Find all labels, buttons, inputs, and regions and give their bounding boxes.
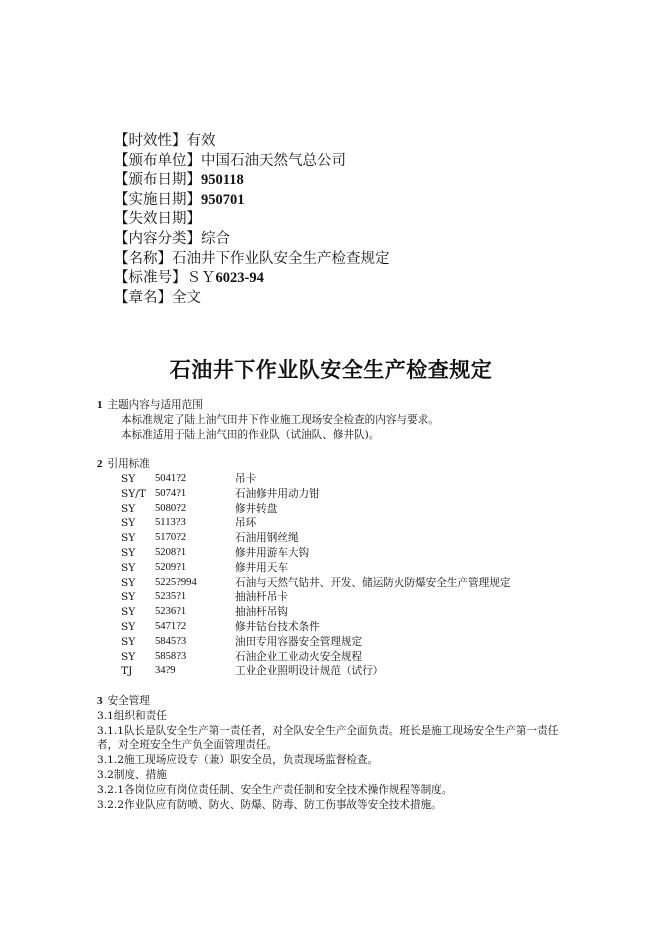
meta-key: 【实施日期】 [114, 191, 201, 208]
meta-key: 【章名】 [114, 289, 172, 306]
standard-item: SY 5113?3 吊环 [121, 517, 257, 530]
section-number: 2 [97, 458, 103, 471]
meta-standard-number [114, 269, 390, 289]
clause: 3.2.2作业队应有防喷、防火、防爆、防毒、防工伤事故等安全技术措施。 [97, 798, 442, 811]
meta-key: 【颁布单位】 [114, 152, 201, 169]
section-heading-text: 安全管理 [107, 694, 150, 707]
standard-item: SY 5236?1 抽油杆吊钩 [121, 606, 288, 619]
meta-value: 950701 [201, 191, 245, 208]
meta-key: 【标准号】 [114, 270, 187, 287]
clause: 3.1.2施工现场应设专（兼）职安全员，负责现场监督检查。 [97, 754, 379, 767]
standard-item: SY 5080?2 修井转盘 [121, 502, 278, 515]
meta-issue-date [114, 171, 390, 191]
standard-item: SY 5235?1 抽油杆吊卡 [121, 591, 288, 604]
document-metadata [114, 132, 390, 308]
meta-expiry-date [114, 210, 390, 230]
section-number: 1 [97, 399, 103, 411]
standard-item: SY/T 5074?1 石油修井用动力钳 [121, 487, 320, 500]
section-heading-text: 引用标准 [107, 458, 150, 471]
meta-value: 全文 [172, 289, 201, 306]
standard-item: SY 5170?2 石油用钢丝绳 [121, 532, 299, 545]
meta-name [114, 250, 390, 270]
clause: 3.2.1各岗位应有岗位责任制、安全生产责任制和安全技术操作规程等制度。 [97, 783, 453, 796]
section-number: 3 [97, 694, 103, 707]
section-heading [97, 694, 573, 709]
standard-item: SY 5471?2 修井钻台技术条件 [121, 620, 320, 633]
section-heading [97, 398, 573, 413]
clause: 3.2制度、措施 [97, 768, 167, 781]
standard-item: SY 5225?994 石油与天然气钻井、开发、储运防火防爆安全生产管理规定 [121, 576, 511, 589]
meta-key: 【内容分类】 [114, 230, 201, 247]
meta-effective-date [114, 191, 390, 211]
standard-item: SY 5041?2 吊卡 [121, 472, 257, 485]
meta-chapter [114, 289, 390, 309]
meta-value: 950118 [201, 172, 244, 189]
meta-key: 【颁布日期】 [114, 172, 201, 189]
standard-item: SY 5858?3 石油企业工业动火安全规程 [121, 650, 363, 663]
meta-issuer [114, 152, 390, 172]
standard-item: SY 5845?3 油田专用容器安全管理规定 [121, 635, 363, 648]
standard-item: TJ 34?9 工业企业照明设计规范（试行） [121, 665, 384, 678]
clause: 3.1.1队长是队安全生产第一责任者，对全队安全生产全面负责。班长是施工现场安全生产第一责任者，对全班安全生产负全面管理责任。 [97, 724, 559, 752]
meta-value: 石油井下作业队安全生产检查规定 [172, 250, 390, 267]
meta-value: 有效 [186, 133, 216, 149]
section-heading [97, 457, 573, 472]
document-title: 石油井下作业队安全生产检查规定 [169, 358, 493, 382]
standard-item: SY 5209?1 修井用天车 [121, 561, 288, 574]
paragraph: 本标准规定了陆上油气田井下作业施工现场安全检查的内容与要求。 [121, 413, 439, 426]
section-heading-text: 主题内容与适用范围 [107, 399, 203, 411]
meta-value: 综合 [201, 230, 230, 247]
meta-value: 6023-94 [215, 270, 264, 287]
clause: 3.1组织和责任 [97, 709, 167, 722]
meta-key: 【名称】 [114, 250, 172, 267]
paragraph: 本标准适用于陆上油气田的作业队（试油队、修井队)。 [121, 428, 380, 441]
meta-validity [114, 132, 390, 152]
meta-value-prefix: ＳＹ [186, 270, 216, 287]
meta-key: 【时效性】 [114, 133, 187, 149]
standard-item: SY 5208?1 修井用游车大钩 [121, 546, 310, 559]
meta-key: 【失效日期】 [114, 211, 201, 228]
meta-category [114, 230, 390, 250]
meta-value: 中国石油天然气总公司 [201, 152, 346, 169]
document-body [97, 398, 573, 812]
